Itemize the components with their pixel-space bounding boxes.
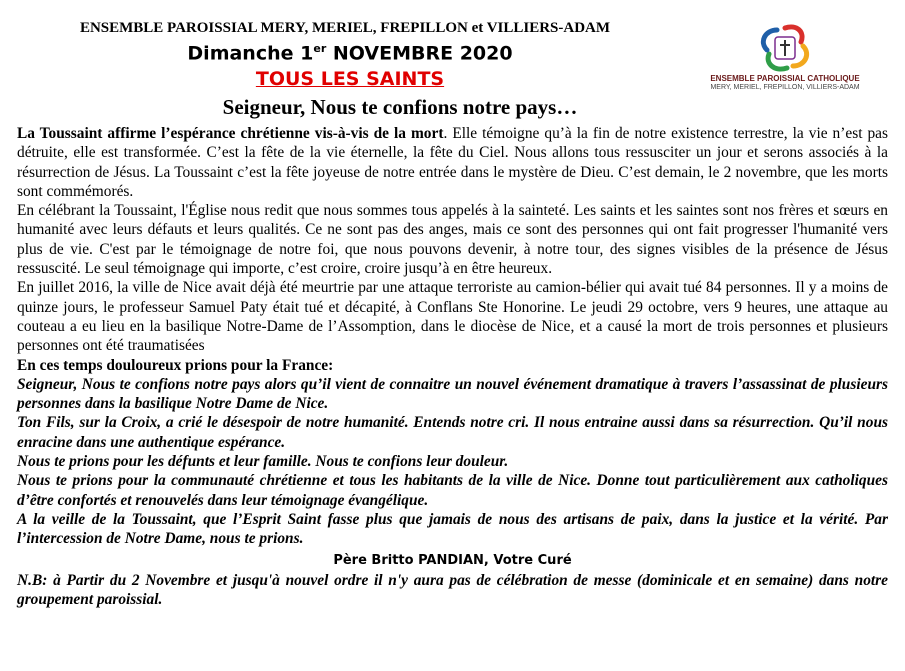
cross-emblem-icon [745, 24, 825, 72]
paragraph-lead: La Toussaint affirme l’espérance chrétienne vis-à-vis de la mort [17, 125, 444, 142]
parish-name: ENSEMBLE PAROISSIAL MERY, MERIEL, FREPILLON et VILLIERS-ADAM [79, 20, 611, 36]
prayer-item: A la veille de la Toussaint, que l’Esprit Saint fasse plus que jamais de nous des artisans de paix, dans la justice et la vérité. Par l’intercession de Notre Dame, nous te prions. [17, 510, 888, 548]
logo-name: ENSEMBLE PAROISSIAL CATHOLIQUE [710, 74, 860, 83]
paragraph-nice: En juillet 2016, la ville de Nice avait déjà été meurtrie par une attaque terroriste au camion-bélier qui avait tué 84 personnes. Il y a moins de quinze jours, le professeur Samuel Paty était tué et décapité, à Conflans Ste Honorine. Le jeudi 29 octobre, vers 9 heures, une attaque au couteau a eu lieu en la basilique Notre-Dame de l’Assomption, dans le diocèse de Nice, et a causé la mort de trois personnes et plusieurs personnes ont été traumatisées [17, 279, 888, 355]
paragraph-toussaint [17, 124, 888, 201]
prayer-item: Ton Fils, sur la Croix, a crié le désespoir de notre humanité. Entends notre cri. Il nous entraine aussi dans sa résurrection. Qu’il nous enracine dans une authentique espérance. [17, 414, 888, 451]
prayer-item: Nous te prions pour les défunts et leur famille. Nous te confions leur douleur. [17, 453, 509, 471]
date-suffix: NOVEMBRE 2020 [326, 42, 513, 65]
prayer-item: Nous te prions pour la communauté chrétienne et tous les habitants de la ville de Nice. Donne tout particulièrement aux catholiques d’être confortés et renouvelés dans leur témoignage évangélique. [17, 472, 888, 509]
date-superscript: er [313, 42, 327, 55]
prayer-title: En ces temps douloureux prions pour la France: [17, 356, 334, 374]
date-line [0, 42, 700, 64]
prayer-item: Seigneur, Nous te confions notre pays alors qu’il vient de connaitre un nouvel événement dramatique à travers l’assassinat de plusieurs personnes dans la basilique Notre Dame de Nice. [17, 375, 888, 413]
main-heading: Seigneur, Nous te confions notre pays… [222, 95, 578, 119]
signature: Père Britto PANDIAN, Votre Curé [333, 552, 572, 568]
feast-title: TOUS LES SAINTS [255, 68, 445, 90]
note: N.B: à Partir du 2 Novembre et jusqu'à nouvel ordre il n'y aura pas de célébration de messe (dominicale et en semaine) dans notre groupement paroissial. [17, 571, 888, 609]
date-prefix: Dimanche 1 [187, 42, 314, 65]
paragraph-saintete: En célébrant la Toussaint, l'Église nous redit que nous sommes tous appelés à la sainteté. Les saints et les saintes sont nos frères et sœurs en humanité avec leurs défauts et leurs qualités. Ce ne sont pas des anges, mais ce sont des personnes qui ont fait progresser l'humanité vers plus de vie. C'est par le témoignage de notre foi, que nous pouvons devenir, à notre tour, des signes visibles de la présence de Jésus ressuscité. Le seul témoignage qui importe, c’est croire, croire jusqu’à en être heureux. [17, 202, 888, 278]
logo-subtitle: MERY, MERIEL, FREPILLON, VILLIERS-ADAM [710, 84, 860, 91]
parish-logo [700, 24, 870, 99]
paragraph-rest: . Elle témoigne qu’à la fin de notre existence terrestre, la vie n’est pas détruite, elle est transformée. C’est la fête de la vie éternelle, la fête du Ciel. Nous allons tous ressusciter un jour et serons associés à la résurrection de Jésus. La Toussaint c’est la fête joyeuse de notre entrée dans le mystère de Dieu. C’est demain, le 2 novembre, que les morts sont commémorés. [17, 125, 888, 200]
bulletin-body [17, 124, 888, 609]
